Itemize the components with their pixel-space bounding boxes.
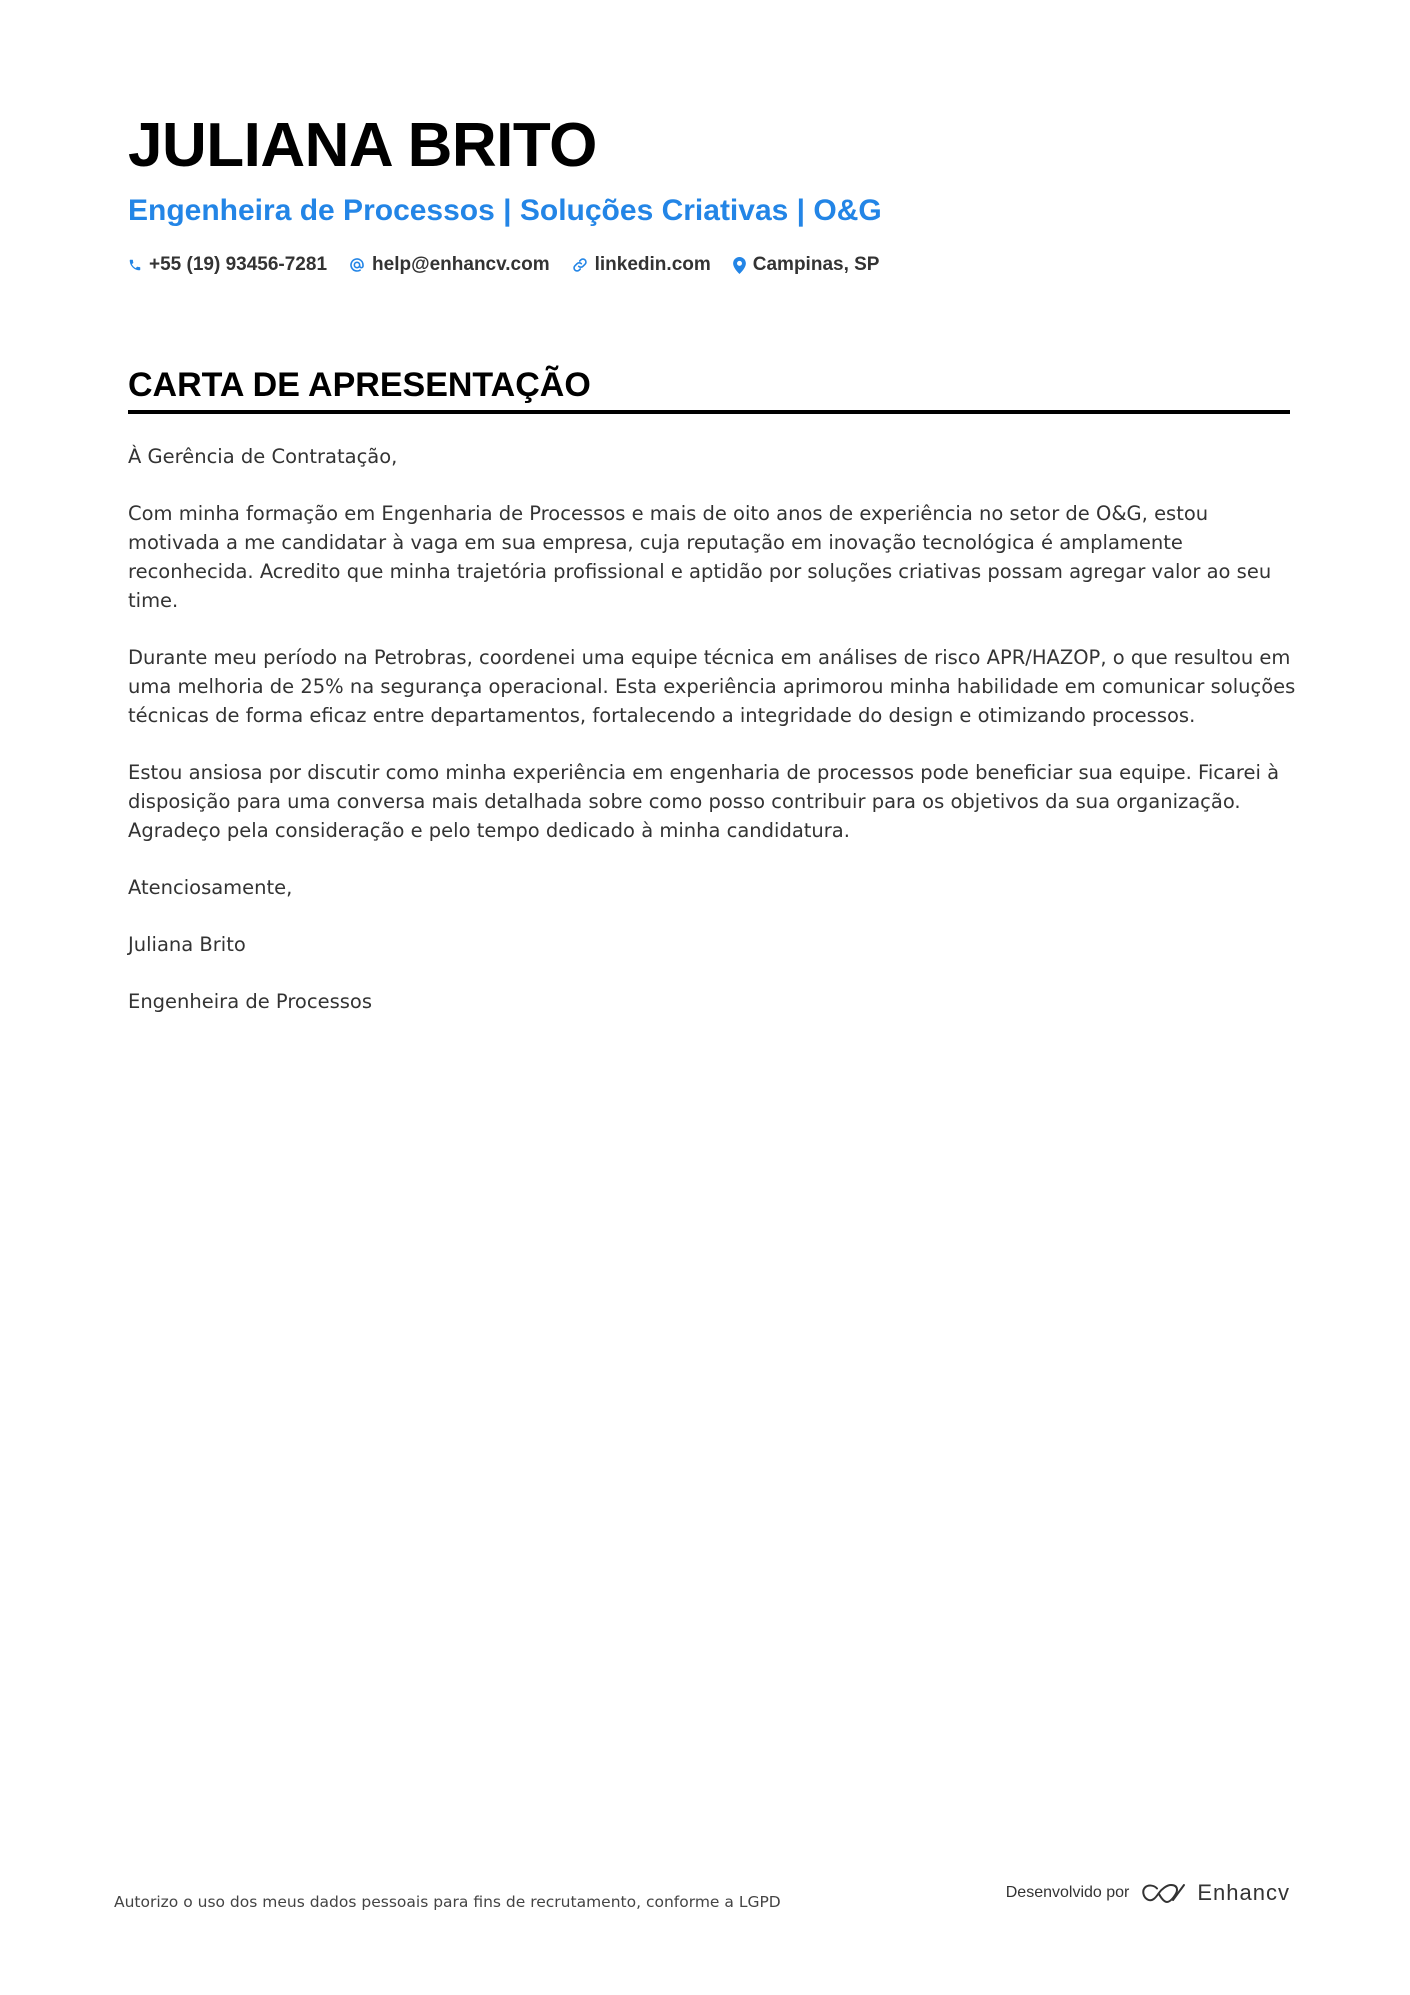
footer-brand[interactable] xyxy=(1006,1880,1290,1906)
consent-note: Autorizo o uso dos meus dados pessoais para fins de recrutamento, conforme a LGPD xyxy=(114,1893,781,1911)
brand-name: Enhancv xyxy=(1197,1880,1290,1905)
phone-number: +55 (19) 93456-7281 xyxy=(149,254,328,275)
location-text: Campinas, SP xyxy=(752,254,880,275)
letter-paragraph: Estou ansiosa por discutir como minha experiência em engenharia de processos pode beneficiar sua equipe. Ficarei à disposição para uma conversa mais detalhada sobre como posso contribuir para os objetivos da sua organização. Agradeço pela consideração e pelo tempo dedicado à minha candidatura. xyxy=(128,761,1280,842)
location-pin-icon xyxy=(733,257,746,274)
phone-icon xyxy=(128,258,142,272)
letter-paragraph: Durante meu período na Petrobras, coordenei uma equipe técnica em análises de risco APR/HAZOP, o que resultou em uma melhoria de 25% na segurança operacional. Esta experiência aprimorou minha habilidade em comunicar soluções técnicas de forma eficaz entre departamentos, fortalecendo a integridade do design e otimizando processos. xyxy=(128,646,1296,727)
letter-greeting: À Gerência de Contratação, xyxy=(128,445,398,468)
signature-title: Engenheira de Processos xyxy=(128,990,372,1013)
at-icon xyxy=(349,257,365,273)
letter-body xyxy=(128,442,1298,1044)
letter-closing: Atenciosamente, xyxy=(128,876,293,899)
signature-name: Juliana Brito xyxy=(128,933,246,956)
letter-paragraph: Com minha formação em Engenharia de Processos e mais de oito anos de experiência no setor de O&G, estou motivada a me candidatar à vaga em sua empresa, cuja reputação em inovação tecnológica é amplamente reconhecida. Acredito que minha trajetória profissional e aptidão por soluções criativas possam agregar valor ao seu time. xyxy=(128,502,1272,612)
contact-email[interactable] xyxy=(349,254,550,276)
candidate-headline: Engenheira de Processos | Soluções Criativas | O&G xyxy=(128,194,882,227)
contact-row xyxy=(128,250,1290,280)
contact-phone xyxy=(128,254,327,276)
contact-link[interactable] xyxy=(572,254,711,276)
section-title: CARTA DE APRESENTAÇÃO xyxy=(128,364,1290,414)
candidate-name: JULIANA BRITO xyxy=(128,111,597,180)
email-address[interactable]: help@enhancv.com xyxy=(372,254,550,275)
link-icon xyxy=(572,257,588,273)
powered-by-label: Desenvolvido por xyxy=(1005,1884,1130,1901)
resume-header xyxy=(128,108,1290,280)
profile-link[interactable]: linkedin.com xyxy=(594,254,711,275)
contact-location xyxy=(733,254,880,276)
enhancv-logo-icon xyxy=(1141,1881,1187,1905)
